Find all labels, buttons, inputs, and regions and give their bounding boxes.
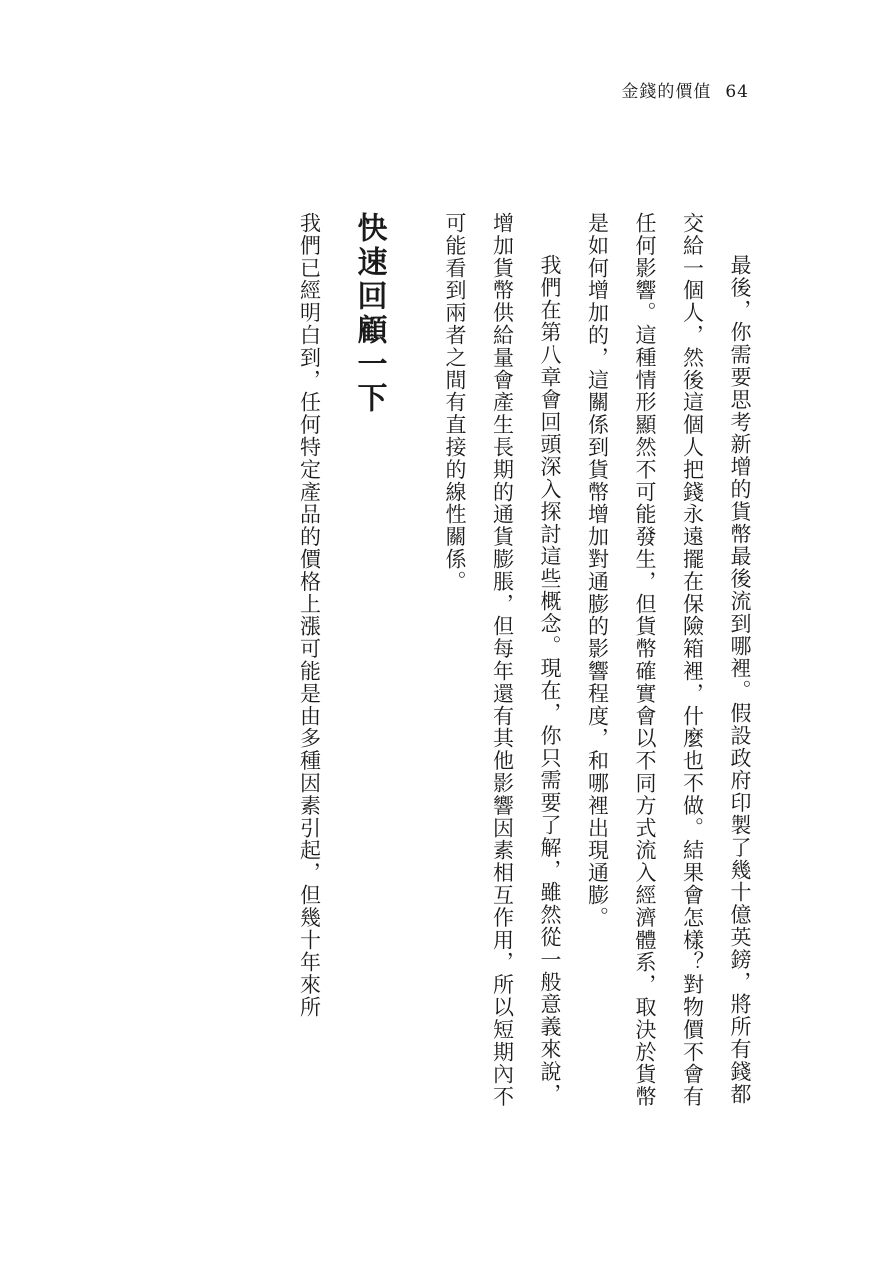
body-text [285, 212, 763, 1112]
paragraph-recap: 我們已經明白到，任何特定產品的價格上漲可能是由多種因素引起，但幾十年來所 [297, 212, 322, 1019]
page-number: 64 [725, 82, 749, 102]
book-title: 金錢的價值 [621, 82, 712, 102]
section-heading: 快速回顧一下 [351, 212, 387, 416]
paragraph-chapter-eight: 我們在第八章會回頭深入探討這些概念。現在，你只需要了解，雖然從一般意義來說，增加貨幣供給量會產生長期的通貨膨脹，但每年還有其他影響因素相互作用，所以短期內不可能看到兩者之間有直接的線性關係。 [443, 212, 562, 1108]
running-header [621, 77, 749, 102]
paragraph-money-flow: 最後，你需要思考新增的貨幣最後流到哪裡。假設政府印製了幾十億英鎊，將所有錢都交給一個人，然後這個人把錢永遠擺在保險箱裡，什麼也不做。結果會怎樣？對物價不會有任何影響。這種情形顯然不可能發生，但貨幣確實會以不同方式流入經濟體系，取決於貨幣是如何增加的，這關係到貨幣增加對通膨的影響程度，和哪裡出現通膨。 [585, 212, 752, 1108]
